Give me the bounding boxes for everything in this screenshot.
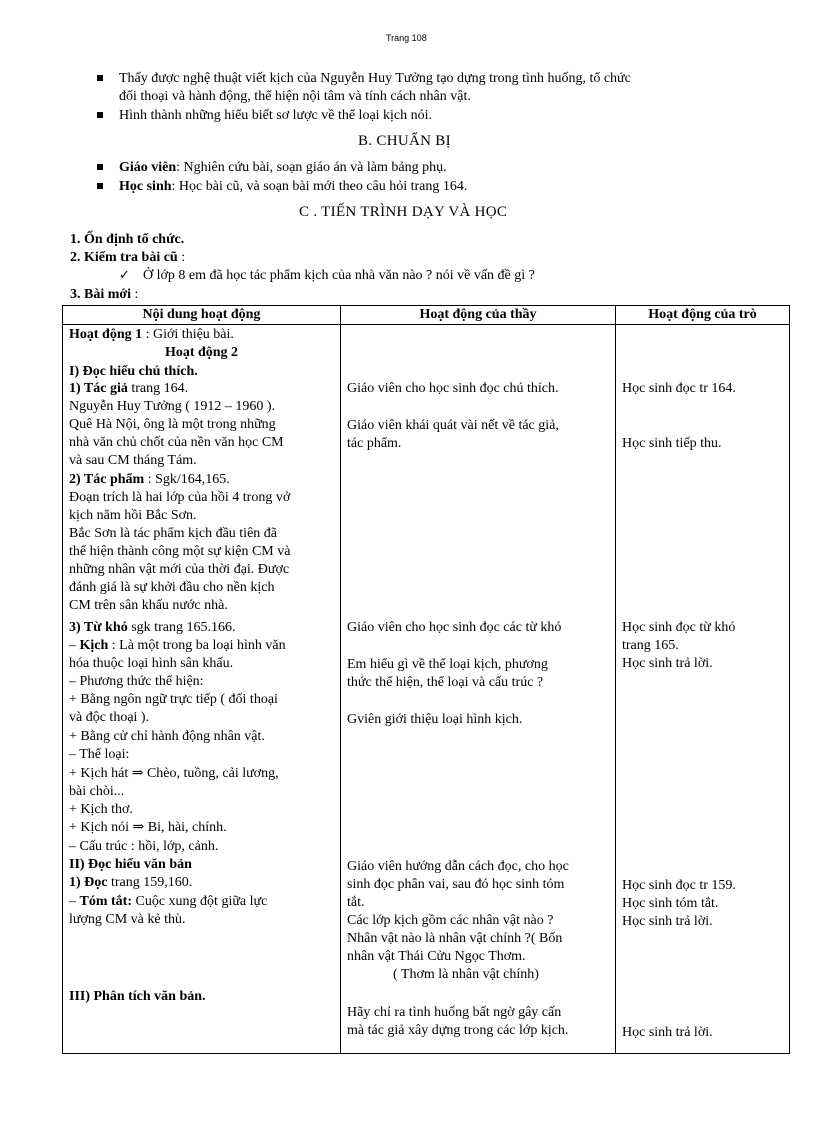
content-line: [69, 819, 227, 837]
prep-teacher-label: Giáo viên: [119, 160, 177, 175]
section-c-title: C . TIẾN TRÌNH DẠY VÀ HỌC: [299, 204, 508, 220]
content-line: [69, 579, 275, 597]
objective-2: Hình thành những hiểu biết sơ lược về thể loại kịch nói.: [119, 108, 433, 123]
content-line: [69, 363, 198, 381]
prep-student-text: : Học bài cũ, và soạn bài mới theo câu hỏi trang 164.: [171, 179, 468, 194]
content-line: [69, 746, 129, 764]
step-1: [70, 231, 184, 248]
page-number: Trang 108: [386, 33, 427, 43]
dash: –: [69, 894, 80, 909]
content-text: : Sgk/164,165.: [144, 472, 230, 487]
content-line: [69, 874, 192, 892]
header-content: Nội dung hoạt động: [142, 307, 261, 322]
content-text: và độc thoại ).: [69, 710, 150, 725]
content-text: trang 164.: [127, 381, 189, 396]
content-line: [69, 801, 133, 819]
header-teacher: Hoạt động của thầy: [419, 307, 537, 322]
column-divider: [340, 306, 341, 1053]
bullet-icon: [97, 112, 103, 118]
teacher-activity: thức thể hiện, thể loại và cấu trúc ?: [347, 675, 544, 690]
prep-teacher: [119, 159, 447, 176]
teacher-activity: tắt.: [347, 895, 365, 910]
bullet-icon: [97, 164, 103, 170]
content-text: Bắc Sơn là tác phẩm kịch đầu tiên đã: [69, 526, 278, 541]
teacher-activity: Giáo viên hướng dẫn cách đọc, cho học: [347, 859, 569, 874]
content-line: [69, 673, 204, 691]
teacher-activity: Nhân vật nào là nhân vật chính ?( Bốn: [347, 931, 563, 946]
content-line: [69, 507, 197, 525]
step-3: [70, 286, 138, 303]
teacher-activity: ( Thơm là nhân vật chính): [393, 967, 539, 982]
content-line: [69, 691, 278, 709]
content-line: [69, 452, 197, 470]
content-line: [69, 856, 192, 874]
content-text: : Giới thiệu bài.: [142, 327, 234, 342]
content-line: [69, 416, 276, 434]
content-line: [63, 344, 340, 362]
content-line: [69, 728, 265, 746]
content-text: + Bằng cử chỉ hành động nhân vật.: [69, 729, 265, 744]
content-line: [69, 655, 233, 673]
content-text: Cuộc xung đột giữa lực: [132, 894, 268, 909]
content-label: III) Phân tích văn bản.: [69, 989, 206, 1004]
content-label: I) Đọc hiểu chú thích.: [69, 364, 198, 379]
content-text: Nguyễn Huy Tưởng ( 1912 – 1960 ).: [69, 399, 276, 414]
student-activity: Học sinh tiếp thu.: [622, 436, 722, 451]
content-label: 3) Từ khó: [69, 620, 128, 635]
content-line: [69, 597, 228, 615]
teacher-activity: Hãy chỉ ra tình huống bất ngờ gây cấn: [347, 1005, 562, 1020]
objective-1-line-1: Thấy được nghệ thuật viết kịch của Nguyễn Huy Tưởng tạo dựng trong tình huống, tổ chức: [119, 71, 631, 86]
checkmark-icon: ✓: [119, 268, 130, 283]
content-text: – Cấu trúc : hồi, lớp, cảnh.: [69, 839, 219, 854]
step-2: [70, 249, 185, 266]
student-activity: Học sinh tóm tắt.: [622, 896, 719, 911]
objective-1-line-2: đối thoại và hành động, thể hiện nội tâm và tính cách nhân vật.: [119, 89, 471, 104]
prep-student-label: Học sinh: [119, 179, 172, 194]
content-text: đánh giá là sự khởi đầu cho nền kịch: [69, 580, 275, 595]
student-activity: Học sinh trả lời.: [622, 1025, 713, 1040]
content-line: [69, 783, 124, 801]
content-text: Quê Hà Nội, ông là một trong những: [69, 417, 276, 432]
bullet-icon: [97, 75, 103, 81]
student-activity: Học sinh đọc tr 159.: [622, 878, 736, 893]
content-line: [69, 911, 185, 929]
content-text: kịch năm hồi Bắc Sơn.: [69, 508, 197, 523]
content-text: và sau CM tháng Tám.: [69, 453, 197, 468]
content-line: [69, 637, 286, 655]
teacher-activity: tác phẩm.: [347, 436, 402, 451]
content-line: [69, 838, 218, 856]
content-label: Tóm tắt:: [79, 894, 132, 909]
header-divider: [63, 324, 789, 325]
content-text: + Bằng ngôn ngữ trực tiếp ( đối thoại: [69, 692, 278, 707]
step-3-suffix: :: [131, 287, 139, 302]
student-activity: Học sinh trả lời.: [622, 656, 713, 671]
prep-student: [119, 178, 467, 195]
section-b-title: B. CHUẨN BỊ: [358, 133, 451, 149]
content-text: sgk trang 165.166.: [127, 620, 236, 635]
content-line: [69, 543, 290, 561]
column-divider: [615, 306, 616, 1053]
content-line: [69, 619, 235, 637]
teacher-activity: Gviên giới thiệu loại hình kịch.: [347, 712, 523, 727]
content-text: CM trên sân khấu nước nhà.: [69, 598, 228, 613]
content-text: – Phương thức thể hiện:: [69, 674, 204, 689]
content-text: + Kịch thơ.: [69, 802, 133, 817]
teacher-activity: nhân vật Thái Cửu Ngọc Thơm.: [347, 949, 526, 964]
content-text: hóa thuộc loại hình sân khấu.: [69, 656, 234, 671]
review-question: Ở lớp 8 em đã học tác phẩm kịch của nhà văn nào ? nói về vấn đề gì ?: [143, 268, 535, 283]
content-text: bài chòi...: [69, 784, 125, 799]
content-label: Hoạt động 2: [164, 345, 239, 360]
content-label: Hoạt động 1: [69, 327, 143, 342]
content-line: [69, 434, 284, 452]
content-label: Kịch: [79, 638, 109, 653]
content-text: + Kịch nói ⇒ Bi, hài, chính.: [69, 820, 227, 835]
content-text: thể hiện thành công một sự kiện CM và: [69, 544, 291, 559]
teacher-activity: mà tác giả xây dựng trong các lớp kịch.: [347, 1023, 569, 1038]
content-text: những nhân vật mới của thời đại. Được: [69, 562, 290, 577]
lesson-table: [62, 305, 790, 1054]
teacher-activity: sinh đọc phân vai, sau đó học sinh tóm: [347, 877, 565, 892]
content-line: [69, 525, 277, 543]
student-activity: Học sinh đọc tr 164.: [622, 381, 736, 396]
content-line: [69, 709, 149, 727]
content-line: [69, 326, 234, 344]
teacher-activity: Giáo viên cho học sinh đọc các từ khó: [347, 620, 562, 635]
content-line: [69, 471, 230, 489]
content-text: Đoạn trích là hai lớp của hồi 4 trong vở: [69, 490, 291, 505]
content-line: [69, 489, 290, 507]
content-line: [69, 380, 188, 398]
content-line: [69, 398, 275, 416]
teacher-activity: Các lớp kịch gồm các nhân vật nào ?: [347, 913, 554, 928]
step-1-text: 1. Ổn định tổ chức.: [70, 232, 185, 247]
teacher-activity: Giáo viên cho học sinh đọc chú thích.: [347, 381, 559, 396]
content-line: [69, 988, 206, 1006]
content-text: + Kịch hát ⇒ Chèo, tuồng, cải lương,: [69, 766, 279, 781]
content-line: [69, 765, 279, 783]
header-student: Hoạt động của trò: [648, 307, 757, 322]
content-label: 1) Tác giả: [69, 381, 128, 396]
content-line: [69, 893, 267, 911]
student-activity: Học sinh trả lời.: [622, 914, 713, 929]
step-2-suffix: :: [177, 250, 186, 265]
content-label: II) Đọc hiểu văn bản: [69, 857, 192, 872]
content-text: – Thể loại:: [69, 747, 130, 762]
teacher-activity: Em hiểu gì về thể loại kịch, phương: [347, 657, 548, 672]
step-2-text: 2. Kiểm tra bài cũ: [70, 250, 178, 265]
student-activity: Học sinh đọc từ khó: [622, 620, 736, 635]
prep-teacher-text: : Nghiên cứu bài, soạn giáo án và làm bảng phụ.: [176, 160, 447, 175]
bullet-icon: [97, 183, 103, 189]
step-3-text: 3. Bài mới: [70, 287, 132, 302]
content-label: 1) Đọc: [69, 875, 108, 890]
teacher-activity: Giáo viên khái quát vài nết về tác giả,: [347, 418, 559, 433]
content-text: nhà văn chủ chốt của nền văn học CM: [69, 435, 284, 450]
content-text: : Là một trong ba loại hình văn: [108, 638, 286, 653]
content-label: 2) Tác phẩm: [69, 472, 145, 487]
content-text: lượng CM và kẻ thù.: [69, 912, 186, 927]
student-activity: trang 165.: [622, 638, 679, 653]
content-text: trang 159,160.: [107, 875, 193, 890]
content-line: [69, 561, 289, 579]
dash: –: [69, 638, 80, 653]
